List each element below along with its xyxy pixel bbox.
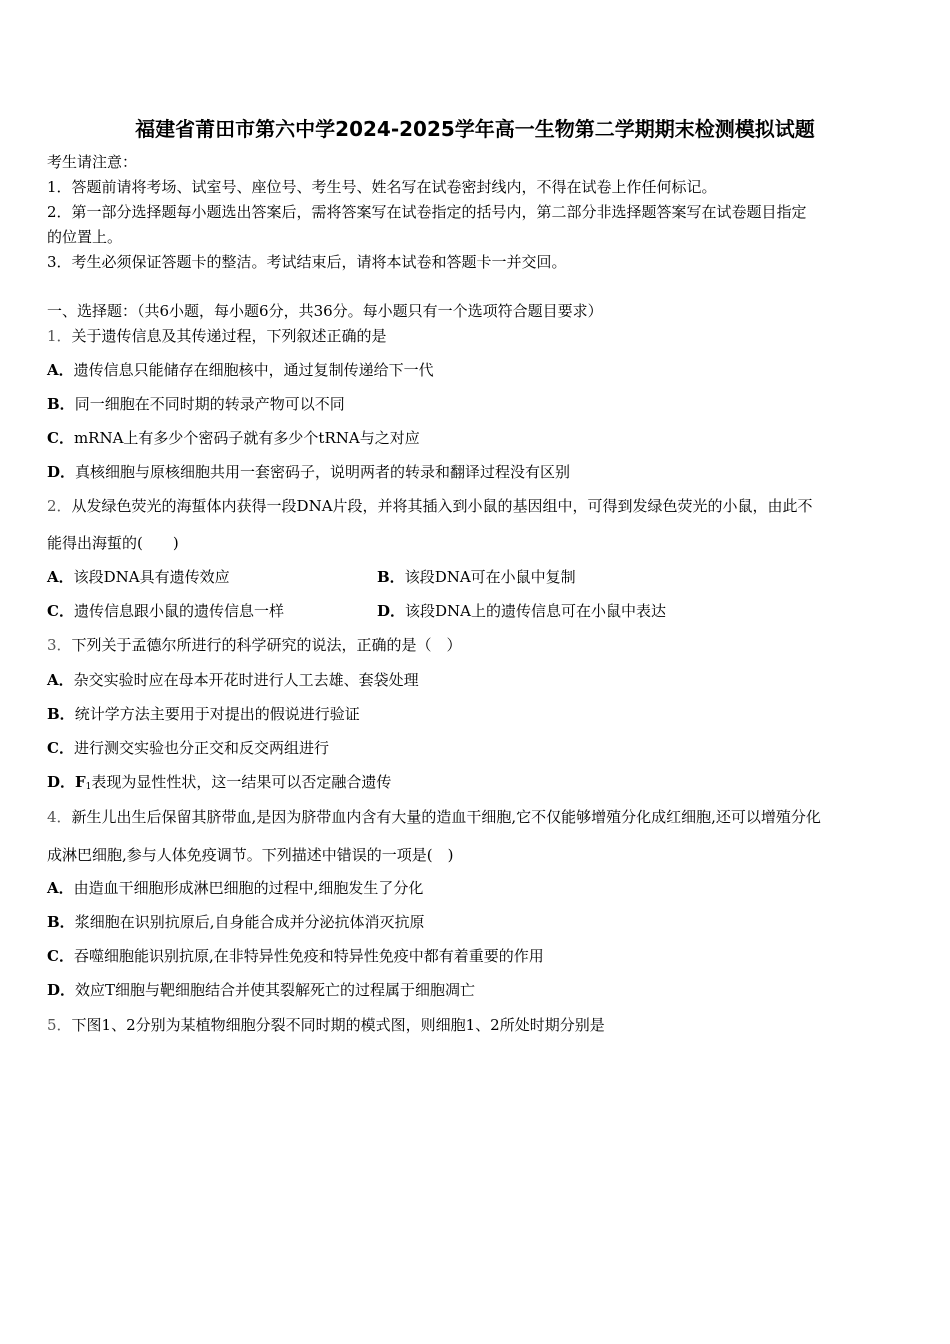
q3-option-a: [47, 670, 419, 690]
option-label: D．: [47, 773, 76, 791]
question-stem: 下列关于孟德尔所进行的科学研究的说法，正确的是（ ）: [71, 636, 462, 654]
q3-option-b: [47, 704, 360, 724]
option-label: C．: [47, 602, 74, 620]
q1-option-b: [47, 394, 345, 414]
q4-option-d: [47, 980, 475, 1000]
option-label: C．: [47, 947, 74, 965]
q4-option-a: [47, 878, 423, 898]
q1-option-a: [47, 360, 434, 380]
notice-item-2-cont: 的位置上。: [47, 228, 123, 246]
option-label: C．: [47, 739, 74, 757]
question-4-cont: 成淋巴细胞,参与人体免疫调节。下列描述中错误的一项是( ): [47, 846, 454, 864]
f1-symbol: F: [75, 773, 86, 791]
option-text: 吞噬细胞能识别抗原,在非特异性免疫和特异性免疫中都有着重要的作用: [73, 947, 544, 965]
question-2: [47, 496, 813, 516]
question-2-cont: 能得出海蜇的( ): [47, 534, 179, 552]
notice-item-3: 3．考生必须保证答题卡的整洁。考试结束后，请将本试卷和答题卡一并交回。: [47, 253, 567, 271]
option-text: 统计学方法主要用于对提出的假说进行验证: [74, 705, 360, 723]
option-text: 真核细胞与原核细胞共用一套密码子，说明两者的转录和翻译过程没有区别: [75, 463, 571, 481]
question-stem: 新生儿出生后保留其脐带血,是因为脐带血内含有大量的造血干细胞,它不仅能够增殖分化成红细胞,还可以增殖分化: [71, 808, 821, 826]
option-text: mRNA上有多少个密码子就有多少个tRNA与之对应: [73, 429, 420, 447]
option-label: A．: [47, 671, 74, 689]
option-label: B．: [47, 705, 75, 723]
option-label: A．: [47, 361, 74, 379]
option-label: D．: [377, 602, 406, 620]
option-text: 遗传信息跟小鼠的遗传信息一样: [73, 602, 284, 620]
option-text: 进行测交实验也分正交和反交两组进行: [73, 739, 329, 757]
option-label: B．: [47, 913, 75, 931]
question-stem: 关于遗传信息及其传递过程，下列叙述正确的是: [71, 327, 387, 345]
option-text: 由造血干细胞形成淋巴细胞的过程中,细胞发生了分化: [73, 879, 424, 897]
q1-option-c: [47, 428, 420, 448]
f1-subscript: 1: [85, 782, 92, 792]
option-label: A．: [47, 568, 74, 586]
question-3: [47, 635, 462, 655]
question-4: [47, 807, 821, 827]
q2-option-c: [47, 601, 284, 621]
q2-option-a: [47, 567, 230, 587]
page-title: 福建省莆田市第六中学2024-2025学年高一生物第二学期期末检测模拟试题: [135, 117, 815, 141]
question-number: 3．: [47, 636, 72, 654]
notice-heading: 考生请注意：: [47, 153, 138, 171]
q1-option-d: [47, 462, 570, 482]
option-text: 杂交实验时应在母本开花时进行人工去雄、套袋处理: [73, 671, 419, 689]
question-number: 2．: [47, 497, 72, 515]
notice-item-1: 1．答题前请将考场、试室号、座位号、考生号、姓名写在试卷密封线内，不得在试卷上作任何标记。: [47, 178, 717, 196]
q3-option-d: [47, 772, 391, 797]
option-text: 该段DNA具有遗传效应: [73, 568, 230, 586]
question-1: [47, 326, 387, 346]
question-5: [47, 1015, 605, 1035]
option-label: D．: [47, 463, 76, 481]
notice-item-2: 2．第一部分选择题每小题选出答案后，需将答案写在试卷指定的括号内，第二部分非选择题答案写在试卷题目指定: [47, 203, 807, 221]
option-label: B．: [377, 568, 405, 586]
question-stem: 下图1、2分别为某植物细胞分裂不同时期的模式图，则细胞1、2所处时期分别是: [71, 1016, 605, 1034]
option-text: 同一细胞在不同时期的转录产物可以不同: [74, 395, 345, 413]
option-text: 表现为显性性状，这一结果可以否定融合遗传: [91, 773, 392, 791]
q2-option-b: [377, 567, 576, 587]
option-text: 该段DNA可在小鼠中复制: [404, 568, 576, 586]
option-text: 效应T细胞与靶细胞结合并使其裂解死亡的过程属于细胞凋亡: [75, 981, 476, 999]
question-number: 1．: [47, 327, 72, 345]
q2-option-d: [377, 601, 666, 621]
option-text: 遗传信息只能储存在细胞核中，通过复制传递给下一代: [73, 361, 434, 379]
option-label: D．: [47, 981, 76, 999]
option-label: C．: [47, 429, 74, 447]
q4-option-c: [47, 946, 544, 966]
option-label: B．: [47, 395, 75, 413]
option-label: A．: [47, 879, 74, 897]
question-stem: 从发绿色荧光的海蜇体内获得一段DNA片段，并将其插入到小鼠的基因组中，可得到发绿色荧光的小鼠，由此不: [71, 497, 813, 515]
section-heading: 一、选择题：（共6小题，每小题6分，共36分。每小题只有一个选项符合题目要求）: [47, 302, 603, 320]
question-number: 4．: [47, 808, 72, 826]
option-text: 浆细胞在识别抗原后,自身能合成并分泌抗体消灭抗原: [74, 913, 425, 931]
question-number: 5．: [47, 1016, 72, 1034]
q3-option-c: [47, 738, 329, 758]
q4-option-b: [47, 912, 424, 932]
option-text: 该段DNA上的遗传信息可在小鼠中表达: [405, 602, 667, 620]
